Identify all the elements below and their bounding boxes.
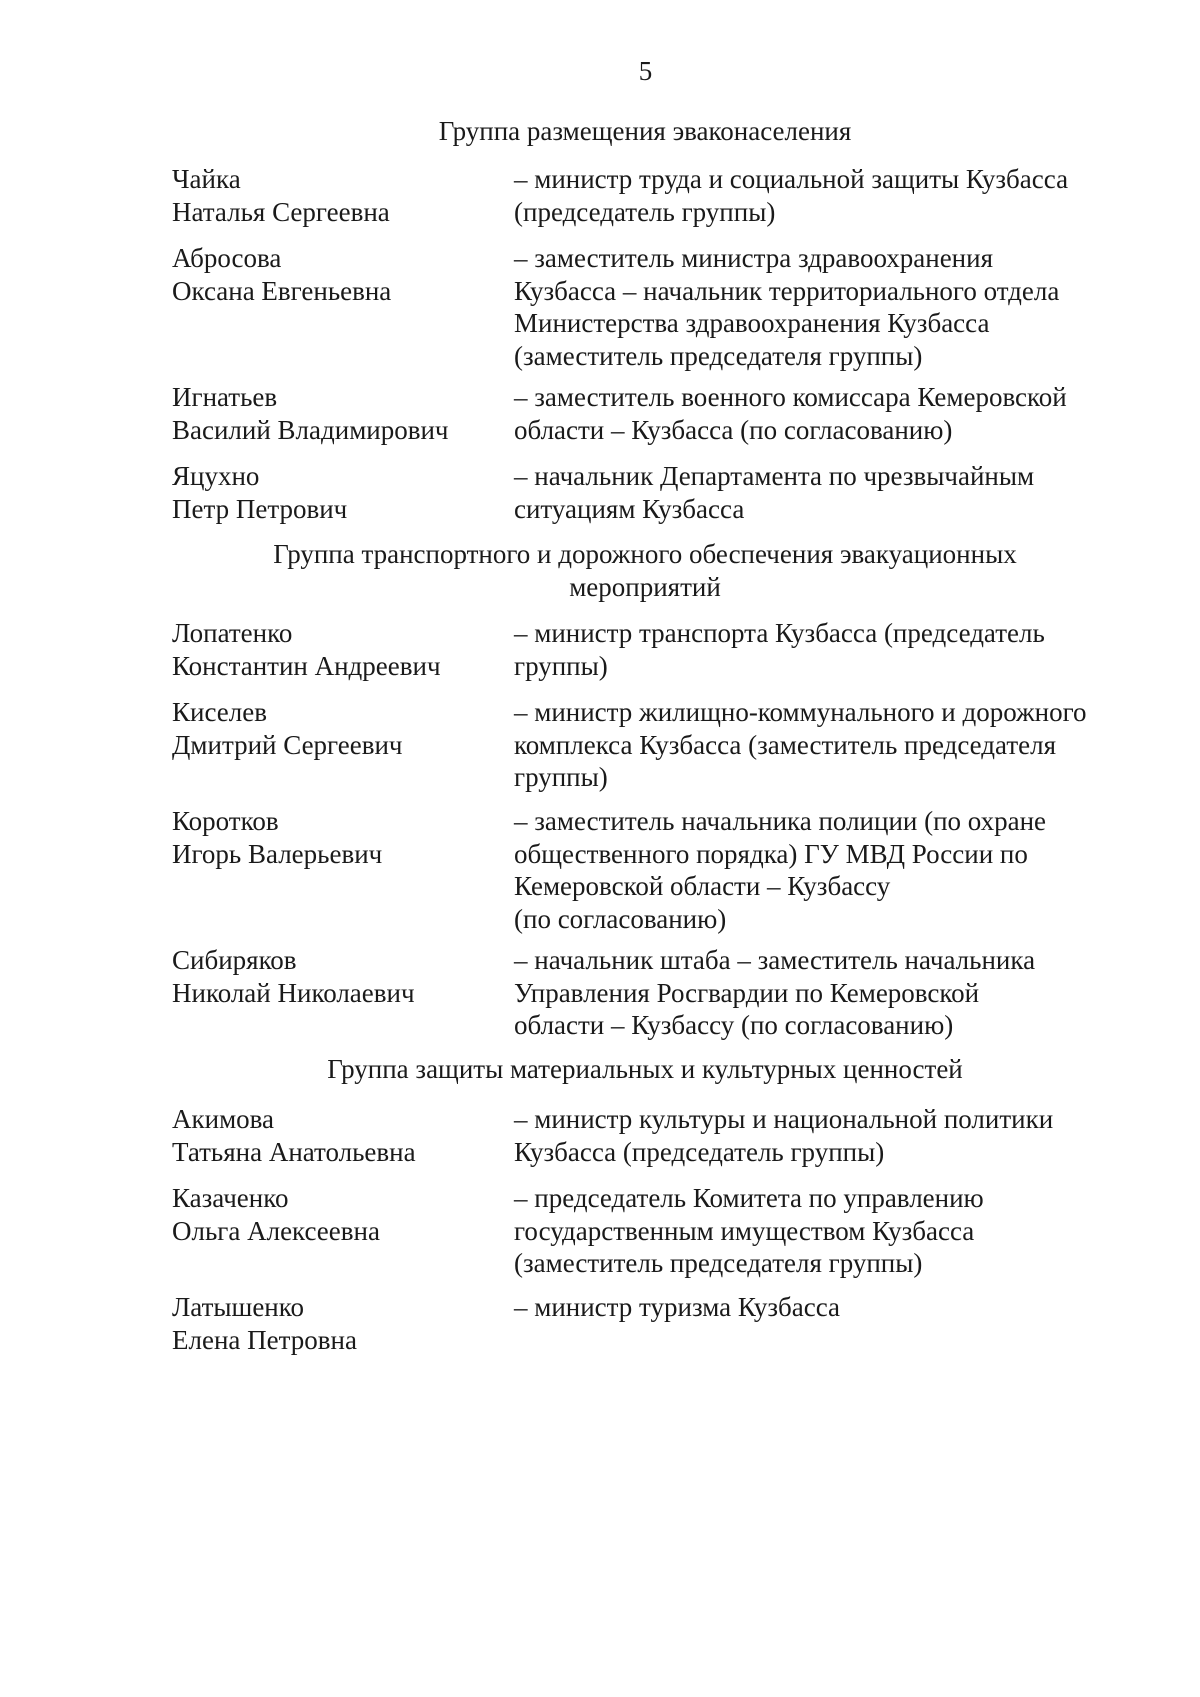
page-number: 5: [638, 56, 653, 86]
member-given-names: Елена Петровна: [172, 1324, 357, 1355]
member-name: [172, 242, 502, 307]
member-given-names: Петр Петрович: [172, 493, 348, 524]
role-line: – министр жилищно-коммунального и дорожного: [514, 697, 1087, 727]
member-name: [172, 696, 502, 761]
member-name: [172, 460, 502, 525]
role-line: общественного порядка) ГУ МВД России по: [514, 838, 1028, 869]
member-role: [514, 1291, 1154, 1324]
group-heading-transport-road-support: [170, 538, 1120, 603]
member-surname: Латышенко: [172, 1292, 305, 1322]
role-line: Кузбасса – начальник территориального отдела: [514, 275, 1060, 306]
member-surname: Акимова: [172, 1104, 275, 1134]
member-surname: Коротков: [172, 806, 279, 836]
role-line: Управления Росгвардии по Кемеровской: [514, 977, 980, 1008]
member-role: [514, 944, 1154, 1042]
member-name: [172, 617, 502, 682]
member-given-names: Татьяна Анатольевна: [172, 1136, 416, 1167]
member-role: [514, 617, 1154, 682]
member-name: [172, 1291, 502, 1356]
member-given-names: Николай Николаевич: [172, 977, 415, 1008]
member-name: [172, 944, 502, 1009]
member-role: [514, 1182, 1154, 1280]
role-line: комплекса Кузбасса (заместитель председателя: [514, 729, 1057, 760]
member-role: [514, 381, 1154, 446]
member-given-names: Игорь Валерьевич: [172, 838, 383, 869]
member-role: [514, 696, 1154, 794]
role-line: – заместитель военного комиссара Кемеровской: [514, 382, 1067, 412]
group-heading-line: Группа размещения эваконаселения: [438, 116, 852, 146]
role-line: – начальник штаба – заместитель начальника: [514, 945, 1036, 975]
group-heading-line: Группа транспортного и дорожного обеспечения эвакуационных: [273, 539, 1017, 569]
role-line: Кузбасса (председатель группы): [514, 1136, 885, 1167]
role-line: – министр труда и социальной защиты Кузбасса: [514, 164, 1069, 194]
member-role: [514, 460, 1154, 525]
member-surname: Чайка: [172, 164, 241, 194]
role-line: (председатель группы): [514, 196, 776, 227]
role-line: группы): [514, 762, 608, 792]
member-surname: Абросова: [172, 243, 282, 273]
role-line: Кемеровской области – Кузбассу: [514, 871, 891, 901]
member-name: [172, 163, 502, 228]
member-surname: Яцухно: [172, 461, 260, 491]
group-heading-line: мероприятий: [569, 571, 721, 602]
role-line: (по согласованию): [514, 903, 727, 934]
member-role: [514, 1103, 1154, 1168]
member-surname: Казаченко: [172, 1183, 289, 1213]
member-surname: Сибиряков: [172, 945, 297, 975]
role-line: – заместитель начальника полиции (по охране: [514, 806, 1047, 836]
role-line: ситуациям Кузбасса: [514, 493, 745, 524]
member-surname: Лопатенко: [172, 618, 293, 648]
role-line: области – Кузбасса (по согласованию): [514, 414, 953, 445]
role-line: (заместитель председателя группы): [514, 1248, 923, 1278]
member-surname: Игнатьев: [172, 382, 278, 412]
member-role: [514, 163, 1154, 228]
role-line: – заместитель министра здравоохранения: [514, 243, 993, 273]
member-given-names: Константин Андреевич: [172, 650, 441, 681]
member-given-names: Василий Владимирович: [172, 414, 449, 445]
member-role: [514, 242, 1154, 372]
role-line: – министр культуры и национальной политики: [514, 1104, 1054, 1134]
member-role: [514, 805, 1154, 935]
member-name: [172, 805, 502, 870]
role-line: – министр туризма Кузбасса: [514, 1292, 841, 1322]
role-line: – начальник Департамента по чрезвычайным: [514, 461, 1035, 491]
role-line: государственным имуществом Кузбасса: [514, 1215, 975, 1246]
member-given-names: Ольга Алексеевна: [172, 1215, 380, 1246]
member-given-names: Оксана Евгеньевна: [172, 275, 392, 306]
group-heading-evacuee-placement: [170, 115, 1120, 148]
role-line: – министр транспорта Кузбасса (председатель: [514, 618, 1045, 648]
member-given-names: Наталья Сергеевна: [172, 196, 390, 227]
role-line: области – Кузбассу (по согласованию): [514, 1010, 954, 1040]
member-name: [172, 381, 502, 446]
role-line: (заместитель председателя группы): [514, 340, 923, 371]
group-heading-material-cultural-values: [170, 1053, 1120, 1086]
role-line: – председатель Комитета по управлению: [514, 1183, 984, 1213]
member-surname: Киселев: [172, 697, 267, 727]
member-name: [172, 1182, 502, 1247]
role-line: Министерства здравоохранения Кузбасса: [514, 308, 990, 338]
member-given-names: Дмитрий Сергеевич: [172, 729, 403, 760]
role-line: группы): [514, 650, 608, 681]
member-name: [172, 1103, 502, 1168]
group-heading-line: Группа защиты материальных и культурных ценностей: [327, 1054, 963, 1084]
